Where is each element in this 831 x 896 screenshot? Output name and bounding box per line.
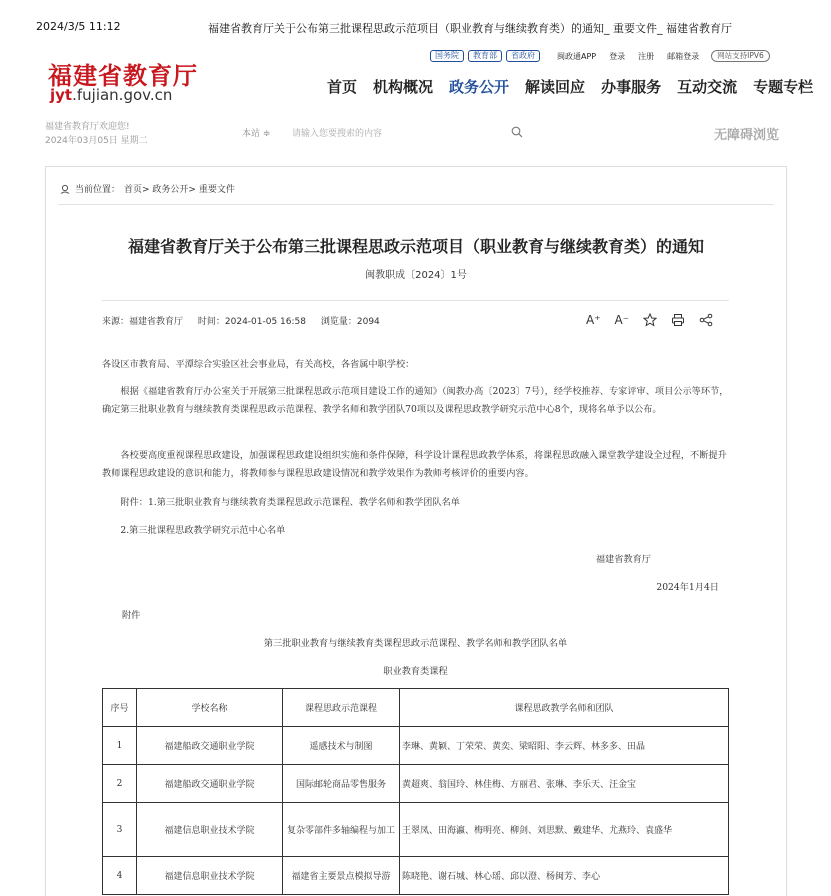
sign-date: 2024年1月4日 <box>656 582 719 593</box>
nav-item-organization[interactable]: 机构概况 <box>373 78 434 96</box>
search-scope-select[interactable]: 本站 ≑ <box>242 129 271 139</box>
accessibility-button[interactable]: 无障碍浏览 <box>714 128 780 143</box>
col-header-school: 学校名称 <box>137 689 283 727</box>
gov-link-province[interactable]: 省政府 <box>506 50 540 62</box>
location-icon <box>60 184 70 194</box>
ipv6-badge: 网站支持IPV6 <box>711 50 770 62</box>
cell-no: 4 <box>103 857 137 895</box>
link-email-login[interactable]: 邮箱登录 <box>667 51 700 61</box>
font-decrease-button[interactable]: A⁻ <box>614 313 630 327</box>
paragraph-1: 根据《福建省教育厅办公室关于开展第三批课程思政示范项目建设工作的通知》（闽教办高〔2023〕7号），经学校推荐、专家评审、项目公示等环节，确定第三批职业教育与继续教育类课程思政示范课程、教学名师和教学团队70项以及课程思政教学研究示范中心8个，现将名单予以公布。 <box>102 386 729 415</box>
link-login[interactable]: 登录 <box>609 51 626 61</box>
appendix-label: 附件 <box>122 610 141 621</box>
table-header-row <box>103 689 729 727</box>
project-table <box>102 688 729 895</box>
current-date: 2024年03月05日 星期二 <box>45 136 148 146</box>
site-domain-prefix: jyt <box>50 86 73 104</box>
cell-team: 黄超爽、翁国玲、林佳梅、方丽君、张琳、李乐天、汪金宝 <box>400 765 729 803</box>
list-subtitle: 职业教育类课程 <box>383 666 448 677</box>
print-page-title: 福建省教育厅关于公布第三批课程思政示范项目（职业教育与继续教育类）的通知_ 重要文件_ 福建省教育厅 <box>208 22 732 35</box>
attachment-1[interactable]: 附件：1.第三批职业教育与继续教育类课程思政示范课程、教学名师和教学团队名单 <box>120 497 460 508</box>
cell-course: 国际邮轮商品零售服务 <box>283 765 400 803</box>
gov-link-ministry[interactable]: 教育部 <box>468 50 502 62</box>
gov-link-state-council[interactable]: 国务院 <box>430 50 464 62</box>
salutation: 各设区市教育局、平潭综合实验区社会事业局，有关高校，各省属中职学校： <box>102 359 415 370</box>
table-row <box>103 803 729 857</box>
share-icon[interactable] <box>699 312 713 328</box>
article-meta <box>102 314 392 327</box>
cell-school: 福建信息职业技术学院 <box>137 803 283 857</box>
site-domain <box>50 86 172 104</box>
cell-course: 福建省主要景点模拟导游 <box>283 857 400 895</box>
table-row <box>103 857 729 895</box>
article-title: 福建省教育厅关于公布第三批课程思政示范项目（职业教育与继续教育类）的通知 <box>127 237 704 256</box>
breadcrumb-label: 当前位置： <box>75 185 121 195</box>
nav-item-interpretation[interactable]: 解读回应 <box>525 78 586 96</box>
nav-item-interaction[interactable]: 互动交流 <box>677 78 738 96</box>
cell-no: 3 <box>103 803 137 857</box>
col-header-course: 课程思政示范课程 <box>283 689 400 727</box>
attachment-2[interactable]: 2.第三批课程思政教学研究示范中心名单 <box>120 525 286 536</box>
favorite-icon[interactable] <box>643 312 657 328</box>
print-datetime: 2024/3/5 11:12 <box>36 20 121 33</box>
cell-team: 陈晓艳、谢石城、林心瑶、邱以澄、杨闽芳、李心 <box>400 857 729 895</box>
cell-course: 复杂零部件多轴编程与加工 <box>283 803 400 857</box>
col-header-team: 课程思政教学名师和团队 <box>400 689 729 727</box>
col-header-no: 序号 <box>103 689 137 727</box>
nav-item-gov-affairs[interactable]: 政务公开 <box>449 78 510 96</box>
paragraph-2: 各校要高度重视课程思政建设，加强课程思政建设组织实施和条件保障，科学设计课程思政教学体系，将课程思政融入课堂教学建设全过程，不断提升教师课程思政建设的意识和能力，将教师参与课程思政建设情况和教学效果作为教师考核评价的重要内容。 <box>102 450 727 479</box>
breadcrumb-divider <box>58 204 774 205</box>
article-source: 来源：福建省教育厅 <box>102 317 184 327</box>
breadcrumb <box>60 182 235 195</box>
cell-course: 遥感技术与制图 <box>283 727 400 765</box>
search-icon[interactable] <box>511 126 523 138</box>
print-icon[interactable] <box>671 312 685 328</box>
link-register[interactable]: 注册 <box>638 51 655 61</box>
cell-no: 2 <box>103 765 137 803</box>
top-link-bar <box>430 49 790 63</box>
font-increase-button[interactable]: A⁺ <box>586 313 601 327</box>
cell-no: 1 <box>103 727 137 765</box>
table-row <box>103 765 729 803</box>
meta-divider <box>102 300 729 301</box>
site-domain-suffix: .fujian.gov.cn <box>72 86 173 104</box>
site-logo[interactable]: 福建省教育厅 <box>48 61 198 90</box>
nav-item-topics[interactable]: 专题专栏 <box>753 78 814 96</box>
nav-item-services[interactable]: 办事服务 <box>601 78 662 96</box>
cell-school: 福建船政交通职业学院 <box>137 765 283 803</box>
list-title: 第三批职业教育与继续教育类课程思政示范课程、教学名师和教学团队名单 <box>263 638 568 649</box>
print-header <box>36 20 796 36</box>
nav-item-home[interactable]: 首页 <box>327 78 358 96</box>
search-input[interactable]: 请输入您要搜索的内容 <box>292 129 383 139</box>
article-views: 浏览量：2094 <box>320 317 380 327</box>
table-row <box>103 727 729 765</box>
cell-team: 王翠凤、田海瀛、梅明亮、柳剑、刘思默、戴建华、尤燕玲、袁盛华 <box>400 803 729 857</box>
cell-team: 李琳、黄颖、丁荣荣、黄奕、梁昭阳、李云辉、林多多、田晶 <box>400 727 729 765</box>
cell-school: 福建船政交通职业学院 <box>137 727 283 765</box>
welcome-text: 福建省教育厅欢迎您! <box>45 122 130 132</box>
welcome-block <box>45 120 148 148</box>
cell-school: 福建信息职业技术学院 <box>137 857 283 895</box>
main-nav <box>327 76 829 96</box>
link-mzt-app[interactable]: 闽政通APP <box>557 51 597 61</box>
breadcrumb-path[interactable]: 首页> 政务公开> 重要文件 <box>124 185 235 195</box>
document-number: 闽教职成〔2024〕1号 <box>365 270 467 281</box>
signature: 福建省教育厅 <box>595 554 651 565</box>
article-tools <box>586 312 727 328</box>
article-time: 时间：2024-01-05 16:58 <box>197 317 306 327</box>
